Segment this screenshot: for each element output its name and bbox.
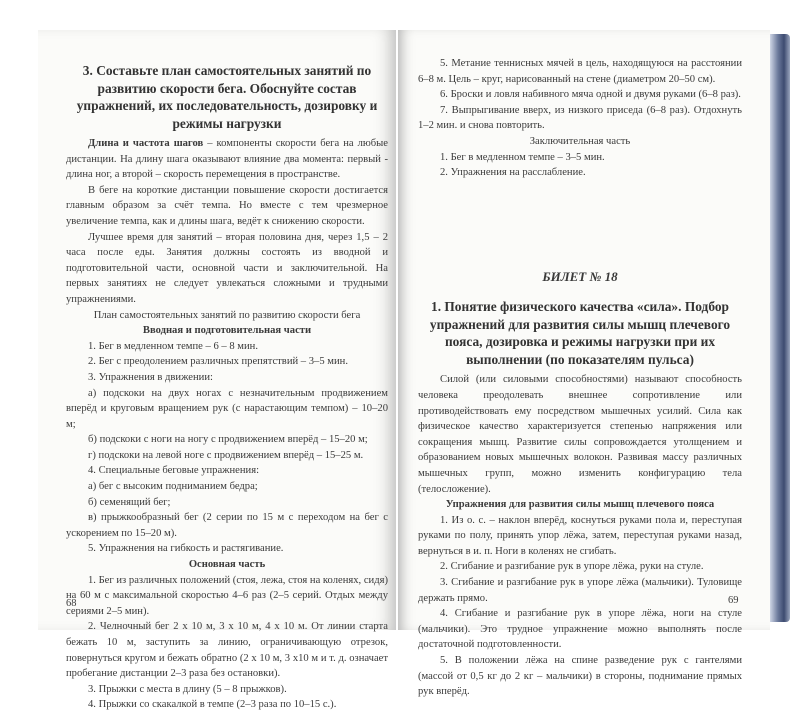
ticket-title: БИЛЕТ № 18	[542, 268, 618, 284]
subsection-title: Упражнения для развития силы мышц плечевого пояса	[445, 499, 715, 511]
list-item: 5. Метание теннисных мячей в цель, находящуюся на расстоянии 6–8 м. Цель – круг, нарисованный на стене (диаметром 20–50 см).	[418, 58, 742, 85]
subsection-title: Вводная и подготовительная части	[142, 325, 312, 337]
list-item: 2. Упражнения на расслабление.	[440, 167, 586, 179]
list-item: 6. Броски и ловля набивного мяча одной и двумя руками (6–8 раз).	[440, 89, 741, 101]
list-item: 1. Бег из различных положений (стоя, лежа, стоя на коленях, сидя) на 60 м с максимальной скоростью 4–6 раз (2–5 серий. Отдых между сериями 2–5 мин).	[66, 574, 388, 617]
list-item: 4. Прыжки со скакалкой в темпе (2–3 раза по 10–15 с.).	[88, 699, 337, 711]
list-item: 3. Сгибание и разгибание рук в упоре лёжа (мальчики). Туловище держать прямо.	[418, 577, 742, 604]
section-heading: 3. Составьте план самостоятельных занятий по развитию скорости бега. Обоснуйте состав упражнений, их последовательность, дозировку и режимы нагрузки	[76, 63, 378, 131]
list-item: б) подскоки с ноги на ногу с продвижением вперёд – 15–20 м;	[88, 434, 368, 446]
page-number: 68	[66, 598, 77, 609]
paragraph: Силой (или силовыми способностями) называют способность человека преодолевать внешнее сопротивление или противодействовать ему посредством мышечных усилий. Сила как физическое качество характеризуется степенью напряжения или сокращения мышц. Развитие силы сопровождается утолщением и образованием новых мышечных волокон. Развивая массу различных мышечных групп, можно изменить конфигурацию тела (телосложение).	[418, 374, 742, 495]
list-item: а) подскоки на двух ногах с незначительным продвижением вперёд и круговым вращением рук (с нарастающим темпом) – 10–20 м;	[66, 387, 388, 430]
list-item: б) семенящий бег;	[88, 496, 171, 508]
list-item: г) подскоки на левой ноге с продвижением вперёд – 15–25 м.	[88, 449, 364, 461]
paragraph	[66, 136, 388, 183]
list-item: в) прыжкообразный бег (2 серии по 15 м с переходом на бег с ускорением по 15–20 м).	[66, 512, 388, 539]
paragraph-text: – компоненты скорости бега на любые дистанции. На длину шага оказывают влияние два момента: первый - длина ног, а второй – скорость перемещения в пространстве.	[66, 138, 388, 181]
paragraph: Лучшее время для занятий – вторая половина дня, через 1,5 – 2 часа после еды. Занятия должны состоять из вводной и подготовительной части, основной части и заключительной. На первых занятиях не следует увлекаться сложными и трудными упражнениями.	[66, 231, 388, 305]
plan-title: План самостоятельных занятий по развитию скорости бега	[93, 309, 361, 321]
left-page-text	[66, 62, 388, 713]
list-item: 3. Прыжки с места в длину (5 – 8 прыжков).	[88, 683, 287, 695]
list-item: 7. Выпрыгивание вверх, из низкого приседа (6–8 раз). Отдохнуть 1–2 мин. и снова повторить.	[418, 104, 742, 132]
list-item: 4. Сгибание и разгибание рук в упоре лёжа, ноги на стуле (мальчики). Это трудное упражнение можно выполнять после достаточной подготовленности.	[418, 608, 742, 651]
section-heading: 1. Понятие физического качества «сила». Подбор упражнений для развития силы мышц плечевого пояса, дозировка и режимы нагрузки при их выполнении (по показателям пульса)	[429, 299, 731, 367]
subsection-title: Заключительная часть	[529, 135, 631, 147]
list-item: 2. Бег с преодолением различных препятствий – 3–5 мин.	[88, 356, 348, 368]
list-item: а) бег с высоким подниманием бедра;	[88, 481, 258, 493]
list-item: 4. Специальные беговые упражнения:	[88, 465, 260, 477]
page-number: 69	[728, 595, 739, 606]
right-page-text	[418, 56, 742, 700]
list-item: 5. Упражнения на гибкость и растягивание.	[88, 543, 284, 555]
list-item: 1. Из о. с. – наклон вперёд, коснуться руками пола и, переступая руками по полу, принять упор лёжа, затем, переступая руками назад, вернуться в и. п. Ноги в коленях не сгибать.	[418, 514, 742, 557]
list-item: 2. Челночный бег 2 х 10 м, 3 х 10 м, 4 х 10 м. От линии старта бежать 10 м, заступить за линию, ограничивающую отрезок, повернуться кругом и бежать обратно (2 х 10 м, 3 х10 м и т. д. означает пробегание дистанции 2–3 раза без остановки).	[66, 621, 388, 680]
left-page	[38, 30, 396, 711]
subsection-title: Основная часть	[188, 559, 266, 571]
term-bold: Длина и частота шагов	[88, 138, 204, 149]
list-item: 2. Сгибание и разгибание рук в упоре лёжа, руки на стуле.	[440, 561, 704, 573]
right-page	[398, 30, 770, 698]
paragraph: В беге на короткие дистанции повышение скорости достигается главным образом за счёт темпа. Но вместе с тем чрезмерное увеличение темпа, как и длины шага, ведёт к снижению скорости.	[66, 184, 388, 227]
list-item: 1. Бег в медленном темпе – 6 – 8 мин.	[88, 340, 258, 352]
list-item: 1. Бег в медленном темпе – 3–5 мин.	[440, 151, 605, 163]
list-item: 5. В положении лёжа на спине разведение рук с гантелями (массой от 0,5 кг до 2 кг – мальчики) в стороны, поднимание прямых рук вперёд.	[418, 655, 742, 698]
page-edges	[770, 34, 790, 622]
list-item: 3. Упражнения в движении:	[88, 371, 213, 383]
